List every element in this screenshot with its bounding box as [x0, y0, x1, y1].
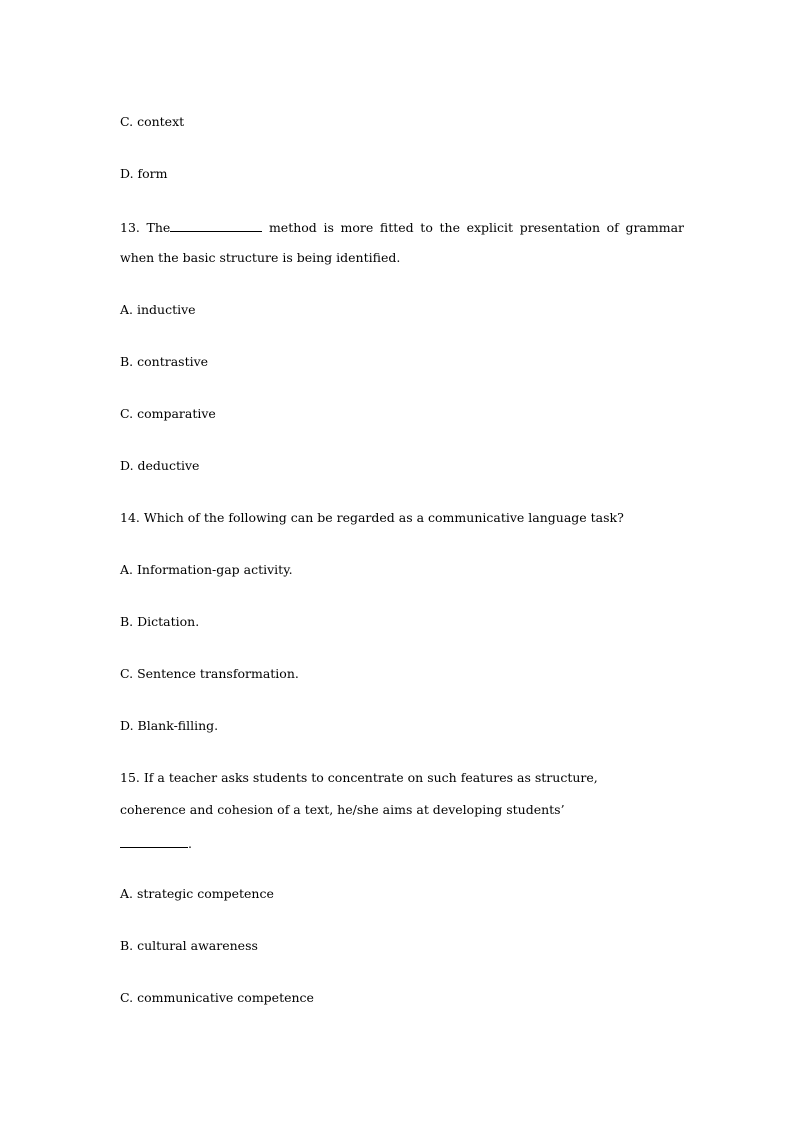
option-c-context: C. context — [120, 114, 185, 129]
question-15-line-2: coherence and cohesion of a text, he/she aims at developing students’ — [120, 802, 565, 817]
question-15-line-1: 15. If a teacher asks students to concentrate on such features as structure, — [120, 770, 598, 785]
option-c: C. comparative — [120, 406, 216, 421]
option-b: B. cultural awareness — [120, 938, 258, 953]
question-14: 14. Which of the following can be regarded as a communicative language task? — [120, 510, 624, 525]
question-15-line-3 — [120, 834, 684, 852]
option-c: C. communicative competence — [120, 990, 314, 1005]
option-b: B. contrastive — [120, 354, 209, 369]
answer-blank — [170, 218, 262, 232]
question-13-line-2: when the basic structure is being identified. — [120, 250, 401, 265]
option-a: A. inductive — [120, 302, 196, 317]
option-c: C. Sentence transformation. — [120, 666, 299, 681]
question-13-suffix: method is more fitted to the explicit presentation of grammar — [262, 220, 685, 235]
question-13-prefix: 13. The — [120, 220, 171, 235]
answer-blank — [120, 834, 188, 848]
option-d: D. deductive — [120, 458, 200, 473]
option-d-form: D. form — [120, 166, 168, 181]
option-d: D. Blank-filling. — [120, 718, 219, 733]
option-a: A. strategic competence — [120, 886, 274, 901]
question-13-line-1 — [120, 218, 684, 236]
option-b: B. Dictation. — [120, 614, 200, 629]
question-15-period: . — [188, 836, 192, 851]
option-a: A. Information-gap activity. — [120, 562, 293, 577]
